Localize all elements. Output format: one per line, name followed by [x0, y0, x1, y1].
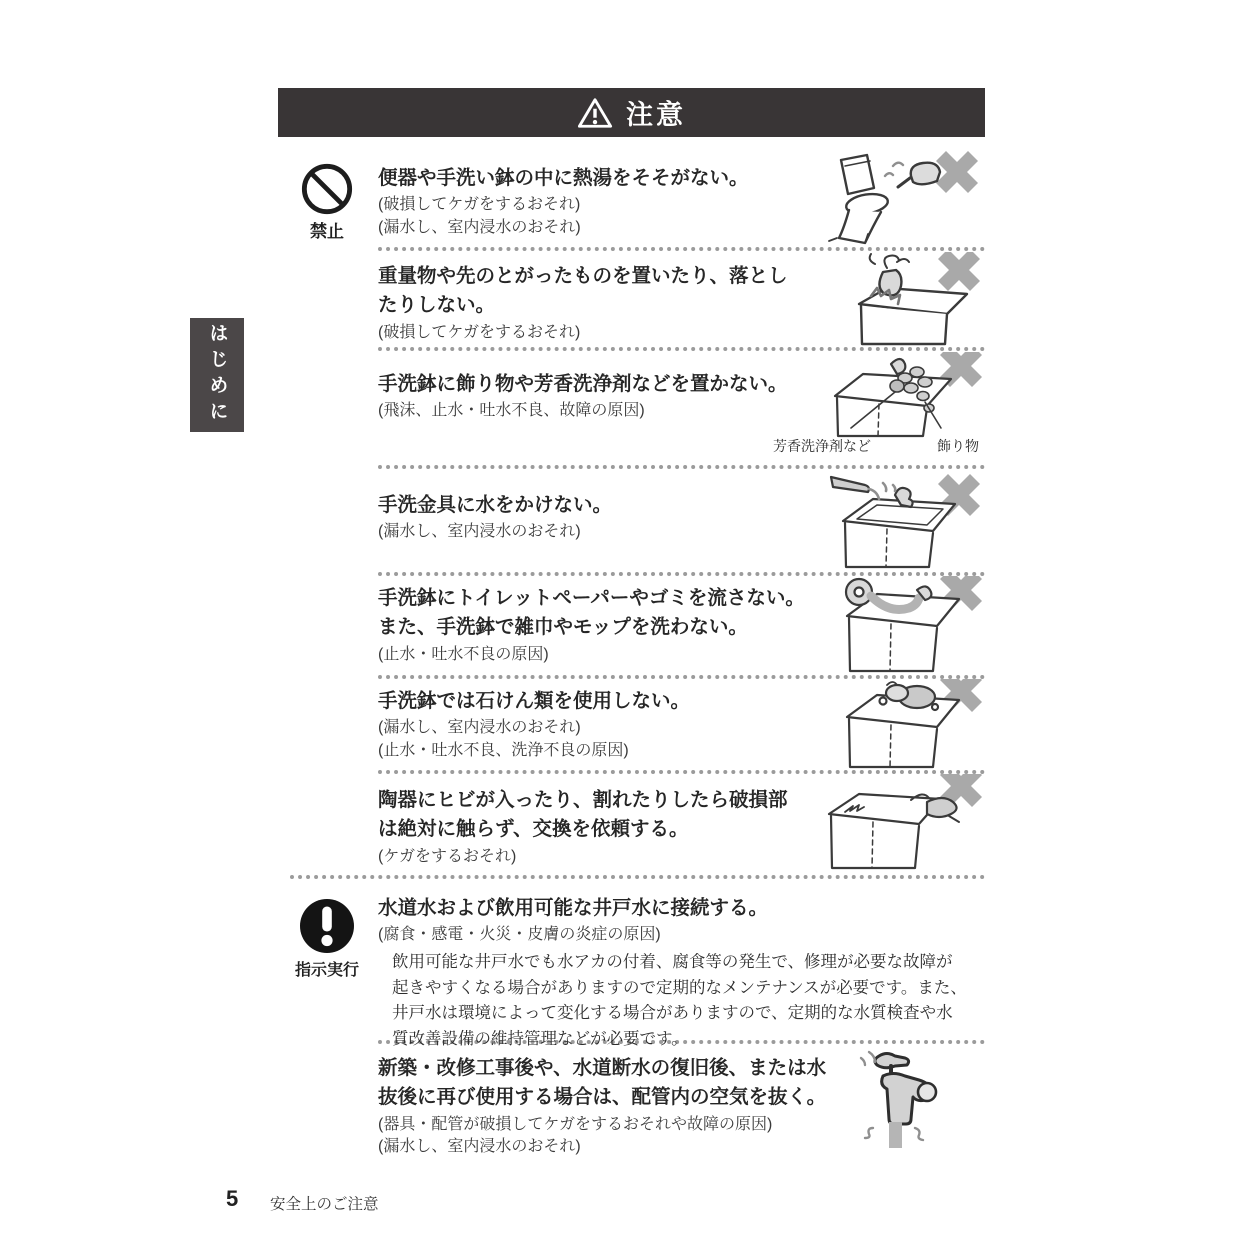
caution-item: [278, 774, 985, 875]
illustration-soap-in-basin: [825, 679, 985, 769]
illustration-paper-in-basin: [825, 576, 985, 673]
illustration-decorations-on-tank: [773, 352, 985, 438]
instruction-label: 指示実行: [294, 962, 359, 979]
warning-triangle-icon: [577, 96, 613, 130]
caution-item: [278, 150, 985, 247]
illustration-vase-on-tank: [835, 252, 985, 346]
illustration-cracked-tank: [815, 774, 985, 870]
item-heading: 手洗鉢に飾り物や芳香洗浄剤などを置かない。: [378, 373, 788, 395]
chapter-tab: はじめに: [190, 318, 244, 432]
item-notes: (腐食・感電・火災・皮膚の炎症の原因): [378, 926, 661, 944]
caution-item: [278, 252, 985, 347]
illustration-faucet-air: [839, 1050, 957, 1150]
item-heading: 手洗金具に水をかけない。: [378, 494, 613, 516]
item-notes: (漏水し、室内浸水のおそれ): [378, 523, 581, 541]
item-heading: 陶器にヒビが入ったり、割れたりしたら破損部 は絶対に触らず、交換を依頼する。: [378, 789, 788, 841]
item-heading: 手洗鉢にトイレットペーパーやゴミを流さない。 また、手洗鉢で雑巾やモップを洗わない。: [378, 587, 805, 639]
item-heading: 重量物や先のとがったものを置いたり、落とし たりしない。: [378, 265, 788, 317]
page-number: 5: [226, 1186, 239, 1211]
item-notes: (止水・吐水不良の原因): [378, 645, 549, 663]
dotted-separator: [378, 247, 985, 251]
caution-item: [278, 1044, 985, 1165]
caution-item: [278, 576, 985, 675]
item-heading: 手洗鉢では石けん類を使用しない。: [378, 690, 691, 712]
item-heading: 新築・改修工事後や、水道断水の復旧後、または水 抜後に再び使用する場合は、配管内の空気を抜く。: [378, 1057, 827, 1109]
caution-item: [278, 679, 985, 770]
caution-item: [278, 880, 985, 1048]
item-notes: (破損してケガをするおそれ) (漏水し、室内浸水のおそれ): [378, 196, 581, 236]
instruction-icon: [297, 896, 357, 956]
footer-section-title: 安全上のご注意: [270, 1196, 379, 1213]
callout-label-ornament: 飾り物: [937, 438, 979, 454]
caution-header: [278, 88, 985, 137]
instruction-badge: [284, 896, 370, 980]
x-mark-icon: [938, 252, 980, 291]
item-notes: (器具・配管が破損してケガをするおそれや故障の原因) (漏水し、室内浸水のおそれ): [378, 1115, 773, 1156]
item-notes: (破損してケガをするおそれ): [378, 323, 581, 341]
caution-item: [278, 469, 985, 572]
item-heading: 水道水および飲用可能な井戸水に接続する。: [378, 897, 769, 919]
item-notes: (ケガをするおそれ): [378, 847, 517, 865]
x-mark-icon: [936, 151, 978, 193]
prohibition-badge: [284, 162, 370, 242]
prohibition-label: 禁止: [310, 222, 344, 241]
dotted-separator: [290, 875, 985, 879]
caution-title: 注意: [626, 100, 686, 130]
illustration-callout-labels: [773, 436, 985, 456]
dotted-separator: [378, 347, 985, 351]
item-notes: (漏水し、室内浸水のおそれ) (止水・吐水不良、洗浄不良の原因): [378, 719, 629, 759]
item-notes: (飛沫、止水・吐水不良、故障の原因): [378, 402, 645, 420]
illustration-water-on-faucet: [825, 469, 985, 569]
item-detail: 飲用可能な井戸水でも水アカの付着、腐食等の発生で、修理が必要な故障が 起きやすくなる場合がありますので定期的なメンテナンスが必要です。また、 井戸水は環境によって変化する場合がありますので、定期的な水質検査や水 質改善設備の維持管理などが必要です。: [392, 952, 967, 1048]
illustration-toilet-hot-water: [815, 150, 985, 246]
prohibition-icon: [300, 162, 354, 216]
callout-label-aroma: 芳香洗浄剤など: [773, 438, 871, 454]
caution-item: [278, 352, 985, 465]
item-heading: 便器や手洗い鉢の中に熱湯をそそがない。: [378, 167, 749, 189]
